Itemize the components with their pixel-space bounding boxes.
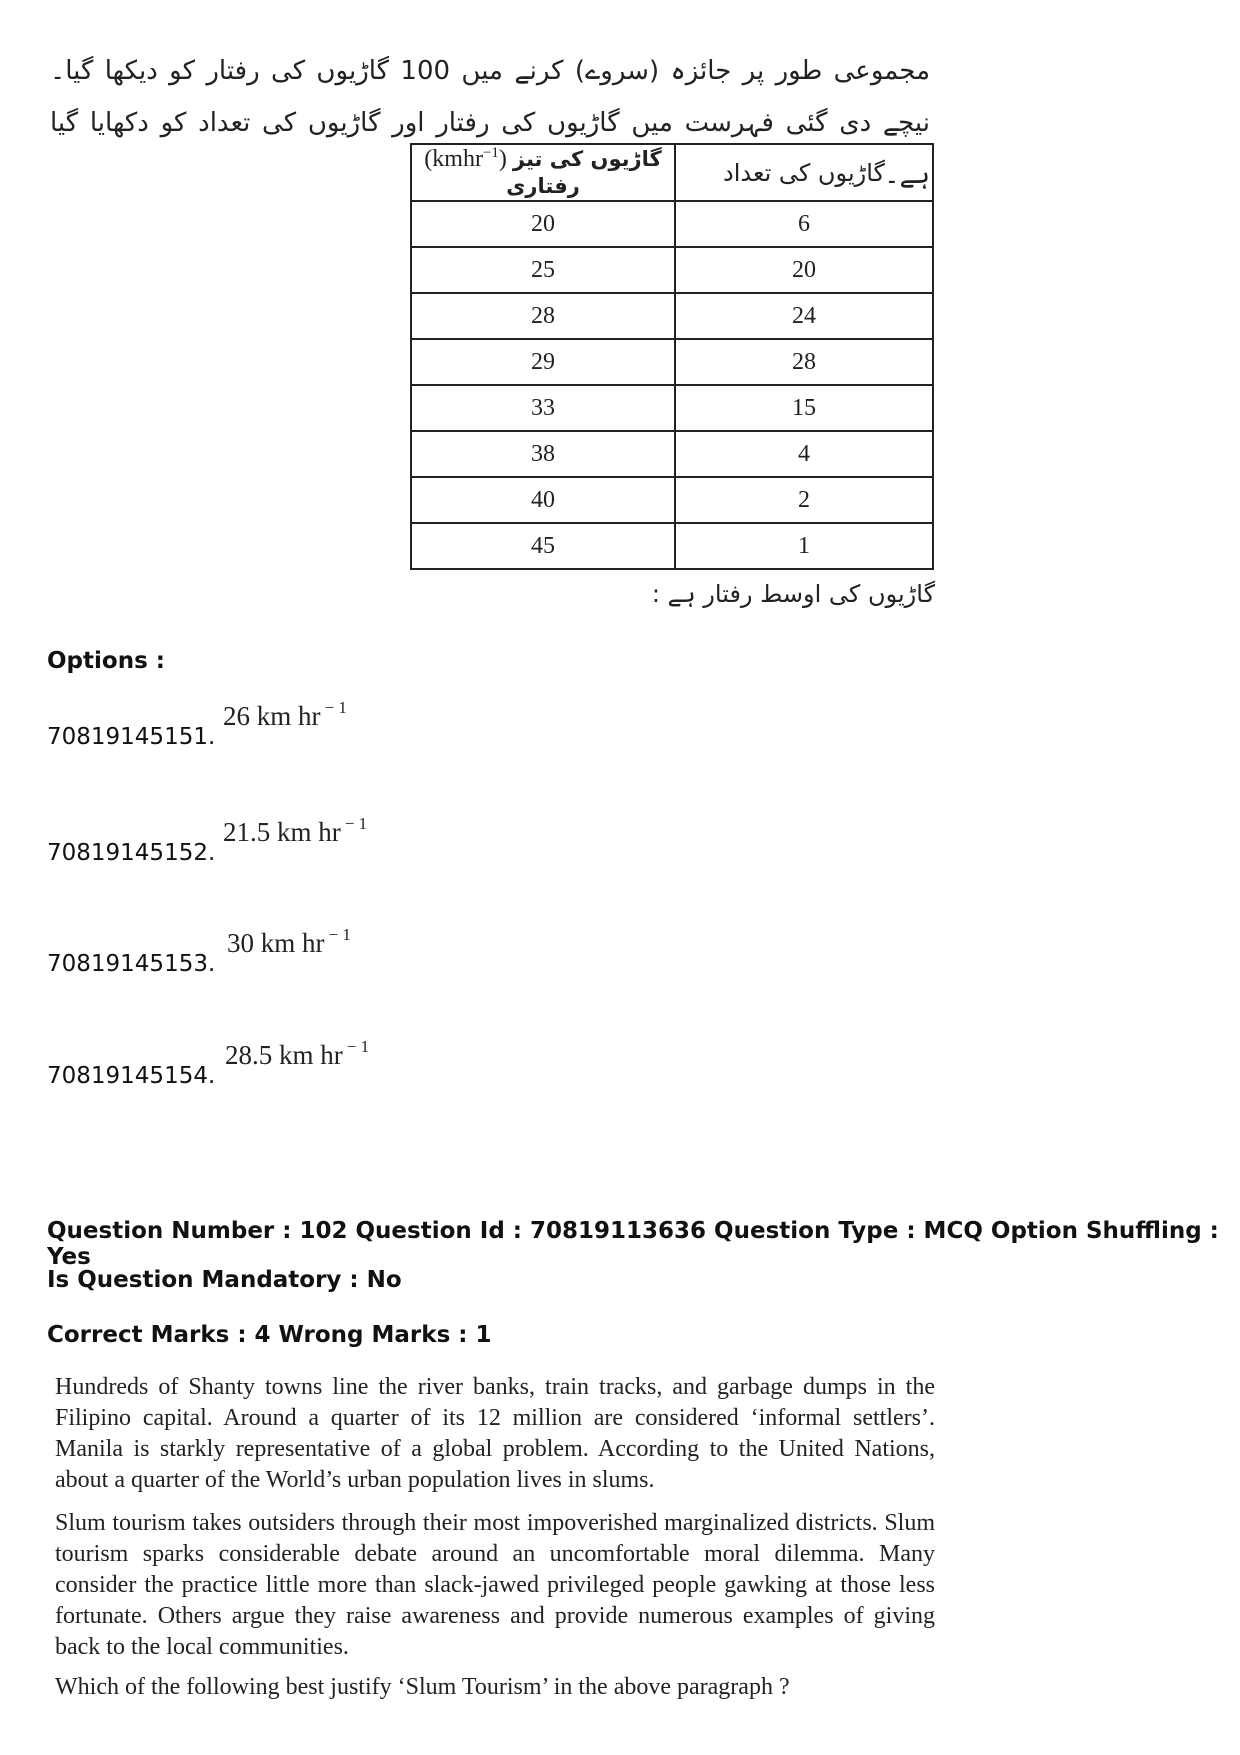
table-row: [411, 385, 933, 431]
count-cell: 6: [675, 201, 933, 247]
header-speed-unit: (kmhr: [424, 146, 483, 172]
speed-cell: 33: [411, 385, 675, 431]
option-number: 70819145152.: [47, 840, 216, 866]
speed-cell: 29: [411, 339, 675, 385]
header-speed-exp: −1: [482, 145, 499, 161]
table-row: [411, 339, 933, 385]
table-row: [411, 201, 933, 247]
speed-count-table: [410, 143, 934, 570]
option-value: [223, 698, 347, 732]
option-number: 70819145151.: [47, 724, 216, 750]
options-label: Options :: [47, 648, 165, 674]
count-cell: 20: [675, 247, 933, 293]
header-speed: [411, 144, 675, 201]
speed-cell: 40: [411, 477, 675, 523]
option-value-text: 28.5 km hr: [225, 1040, 343, 1070]
count-cell: 2: [675, 477, 933, 523]
table-header-row: [411, 144, 933, 201]
count-cell: 24: [675, 293, 933, 339]
passage-paragraph-1: Hundreds of Shanty towns line the river banks, train tracks, and garbage dumps in the Filipino capital. Around a quarter of its 12 million are considered ‘informal settlers’. Manila is starkly representative of a global problem. According to the United Nations, about a quarter of the World’s urban population lives in slums.: [55, 1374, 935, 1493]
urdu-question-intro: مجموعی طور پر جائزہ (سروے) کرنے میں 100 گاڑیوں کی رفتار کو دیکھا گیا۔ نیچے دی گئی فہرست میں گاڑیوں کی رفتار اور گاڑیوں کی تعداد کو دکھایا گیا ہے۔: [50, 56, 930, 190]
option-value-exp: − 1: [324, 698, 347, 717]
table-row: [411, 523, 933, 569]
passage-question: Which of the following best justify ‘Slum Tourism’ in the above paragraph ?: [55, 1674, 790, 1700]
speed-cell: 28: [411, 293, 675, 339]
option-value-exp: − 1: [346, 1037, 370, 1056]
count-cell: 15: [675, 385, 933, 431]
option-value-exp: − 1: [328, 925, 351, 944]
passage-paragraph-2: Slum tourism takes outsiders through their most impoverished marginalized districts. Slum tourism sparks considerable debate around an uncomfortable moral dilemma. Many consider the practice little more than slack-jawed privileged people gawking at those less fortunate. Others argue they raise awareness and provide numerous examples of giving back to the local communities.: [55, 1510, 935, 1660]
option-value-text: 21.5 km hr: [223, 817, 341, 847]
header-speed-close: ): [498, 146, 507, 172]
option-value: [227, 925, 351, 959]
option-value: [225, 1037, 369, 1071]
table-row: [411, 247, 933, 293]
header-speed-urdu: گاڑیوں کی تیز رفتاری: [506, 147, 662, 198]
option-value-text: 30 km hr: [227, 928, 325, 958]
count-cell: 1: [675, 523, 933, 569]
speed-cell: 45: [411, 523, 675, 569]
table-row: [411, 477, 933, 523]
option-value-text: 26 km hr: [223, 701, 321, 731]
question-meta-line1: Question Number : 102 Question Id : 70819113636 Question Type : MCQ Option Shuffling : Yes: [47, 1218, 1219, 1270]
option-value-exp: − 1: [344, 814, 368, 833]
header-count: گاڑیوں کی تعداد: [675, 144, 933, 201]
option-number: 70819145153.: [47, 951, 216, 977]
table-row: [411, 293, 933, 339]
option-number: 70819145154.: [47, 1063, 216, 1089]
question-meta-line2: Is Question Mandatory : No: [47, 1267, 402, 1293]
count-cell: 4: [675, 431, 933, 477]
count-cell: 28: [675, 339, 933, 385]
speed-cell: 25: [411, 247, 675, 293]
question-meta-line3: Correct Marks : 4 Wrong Marks : 1: [47, 1322, 492, 1348]
option-value: [223, 814, 367, 848]
speed-cell: 38: [411, 431, 675, 477]
urdu-question-stem: گاڑیوں کی اوسط رفتار ہے :: [651, 580, 935, 608]
speed-cell: 20: [411, 201, 675, 247]
table-row: [411, 431, 933, 477]
